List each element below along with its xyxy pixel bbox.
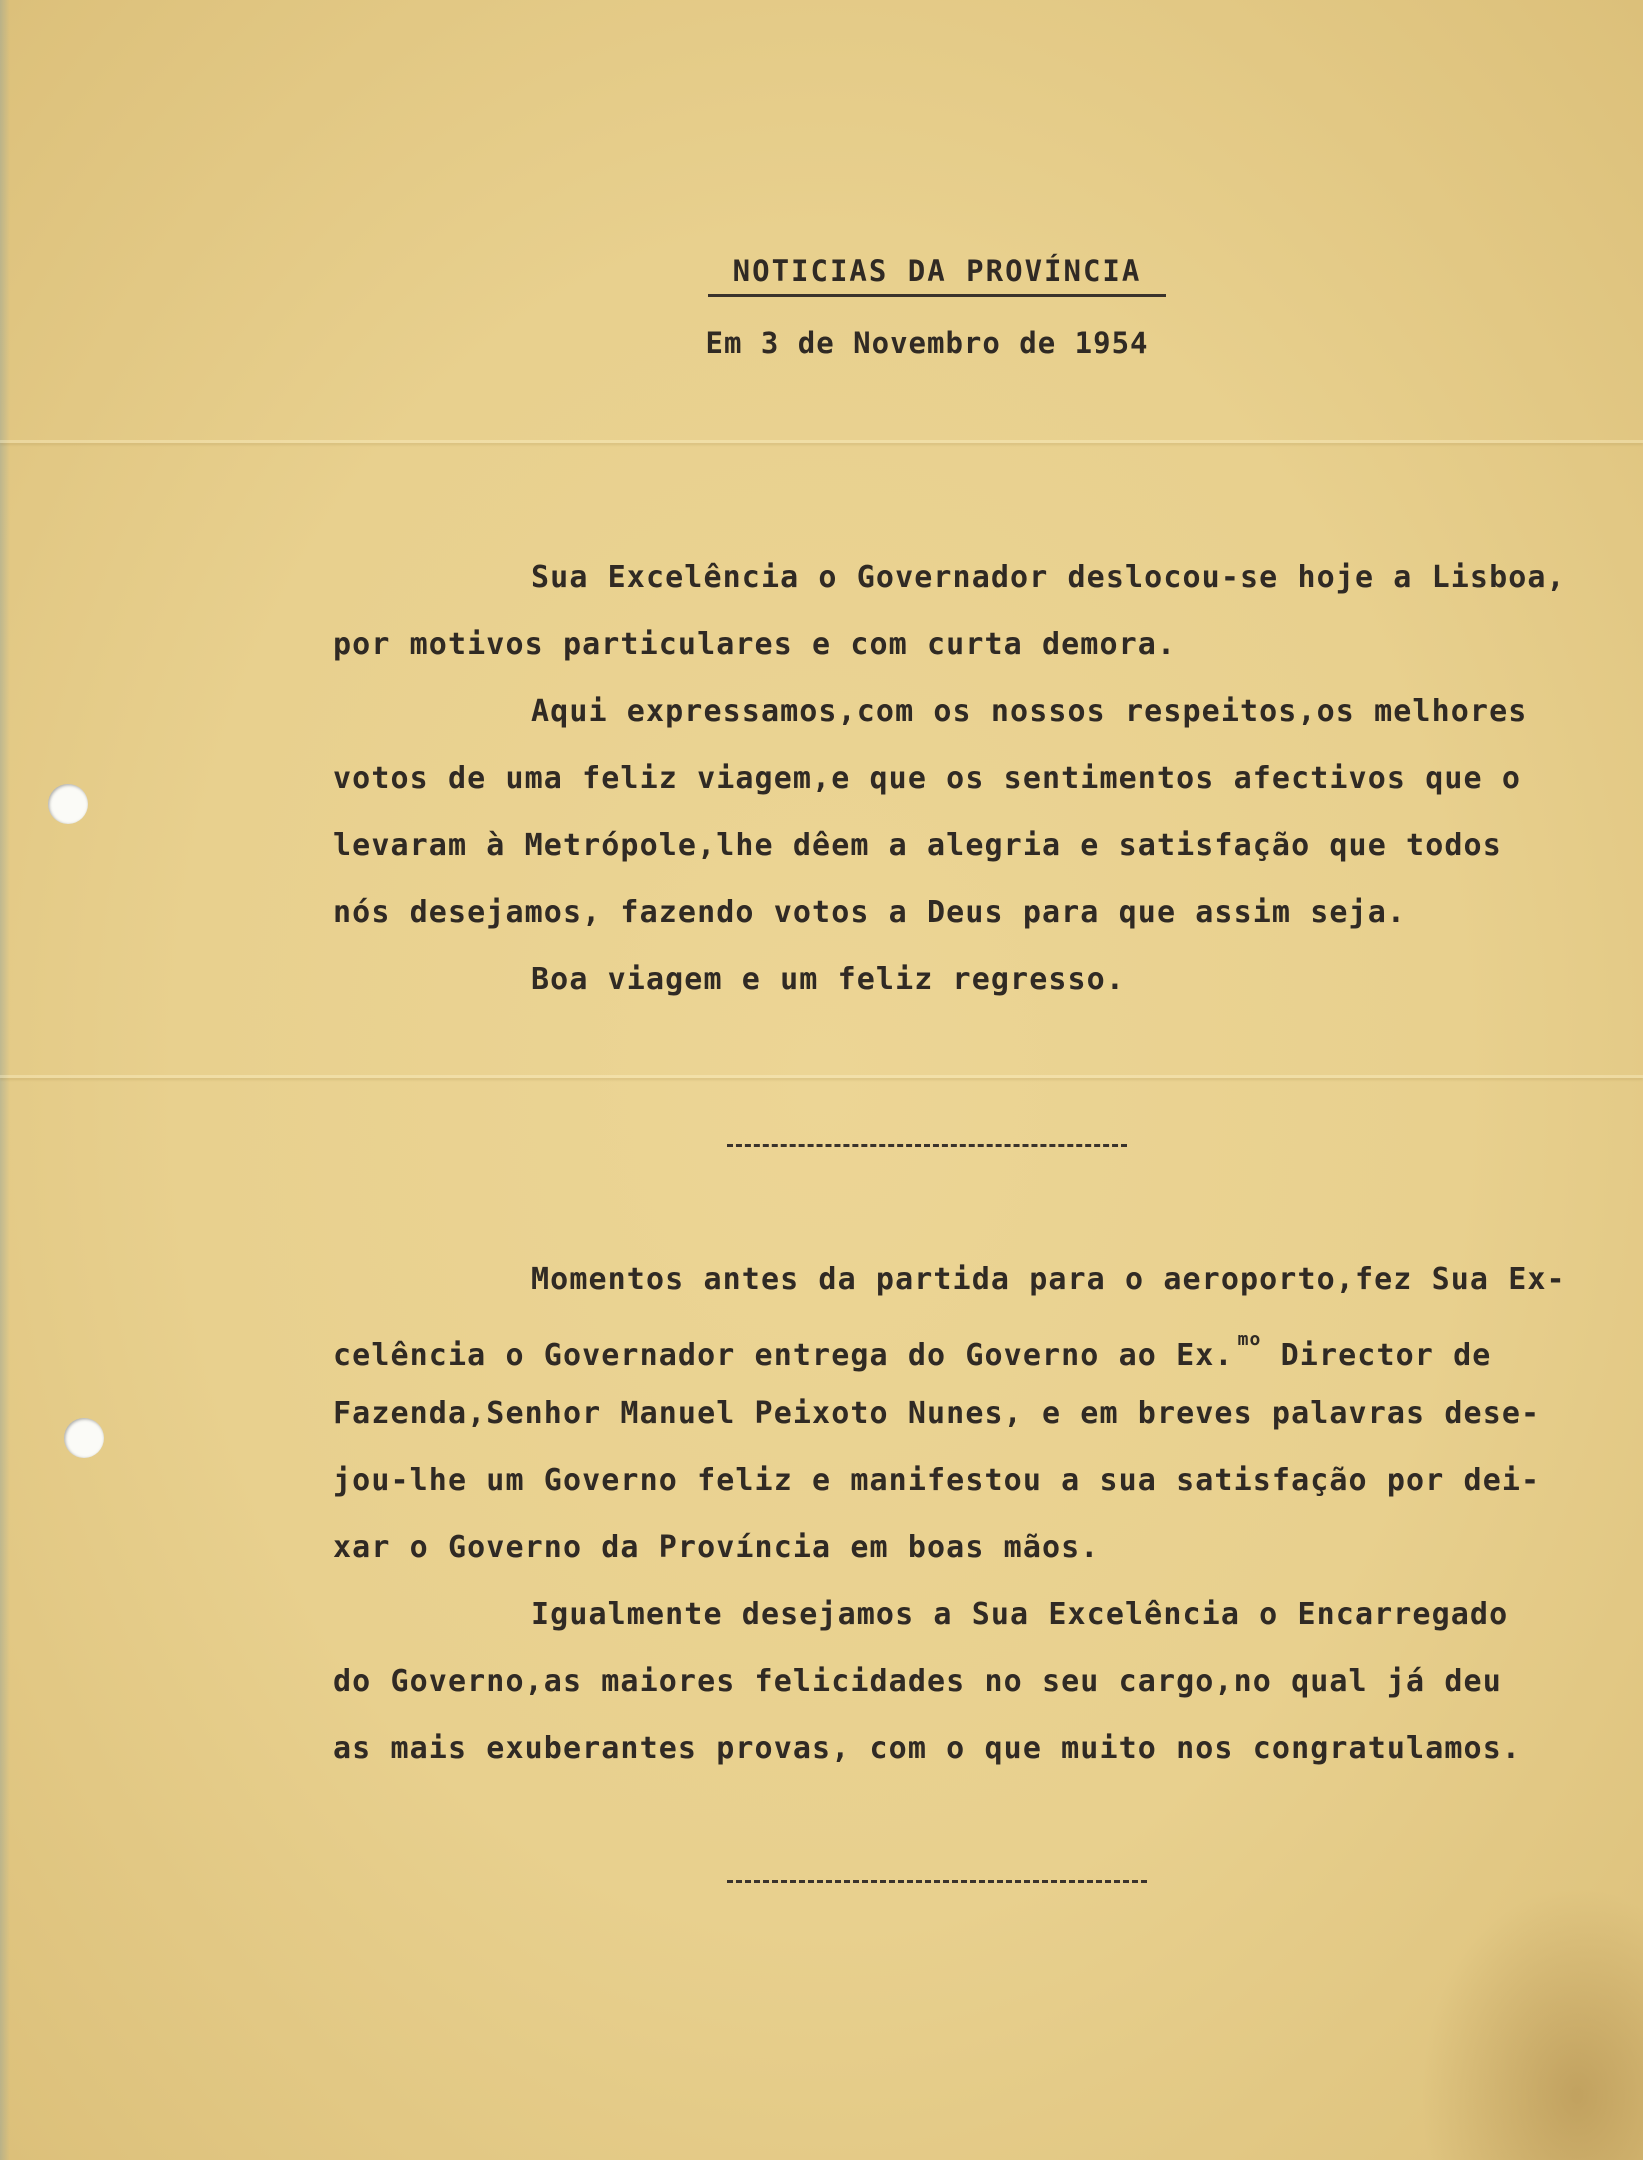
superscript-abbreviation: mo (1237, 1329, 1262, 1350)
paragraph-line: Igualmente desejamos a Sua Excelência o Encarregado (531, 1597, 1509, 1632)
paragraph-line: Aqui expressamos,com os nossos respeitos,os melhores (531, 694, 1528, 729)
document-title: NOTICIAS DA PROVÍNCIA (708, 254, 1166, 297)
paragraph-line: votos de uma feliz viagem,e que os sentimentos afectivos que o (333, 761, 1522, 796)
paragraph-line: por motivos particulares e com curta demora. (333, 627, 1177, 662)
paper-fold (0, 440, 1643, 443)
paragraph-line: Momentos antes da partida para o aeroporto,fez Sua Ex- (531, 1262, 1566, 1297)
section-divider (727, 1144, 1127, 1147)
paragraph-line: levaram à Metrópole,lhe dêem a alegria e satisfação que todos (333, 828, 1502, 863)
paragraph-line: nós desejamos, fazendo votos a Deus para que assim seja. (333, 895, 1407, 930)
paragraph-line: Boa viagem e um feliz regresso. (531, 962, 1126, 997)
paragraph-line-tail: Director de (1261, 1338, 1492, 1373)
document-date: Em 3 de Novembro de 1954 (705, 326, 1149, 360)
paragraph-line: Fazenda,Senhor Manuel Peixoto Nunes, e em breves palavras dese- (333, 1396, 1541, 1431)
paragraph-line: xar o Governo da Província em boas mãos. (333, 1530, 1100, 1565)
paragraph-line: do Governo,as maiores felicidades no seu cargo,no qual já deu (333, 1664, 1502, 1699)
paragraph-line: jou-lhe um Governo feliz e manifestou a sua satisfação por dei- (333, 1463, 1541, 1498)
punch-hole (64, 1418, 104, 1458)
section-divider (727, 1880, 1147, 1883)
paragraph-line: Sua Excelência o Governador deslocou-se hoje a Lisboa, (531, 560, 1566, 595)
paragraph-line: as mais exuberantes provas, com o que muito nos congratulamos. (333, 1731, 1522, 1766)
paragraph-line-text: celência o Governador entrega do Governo ao Ex. (333, 1338, 1234, 1373)
paragraph-line (333, 1329, 1491, 1373)
paper-edge (0, 0, 10, 2160)
punch-hole (48, 784, 88, 824)
paper-fold (0, 1075, 1643, 1078)
